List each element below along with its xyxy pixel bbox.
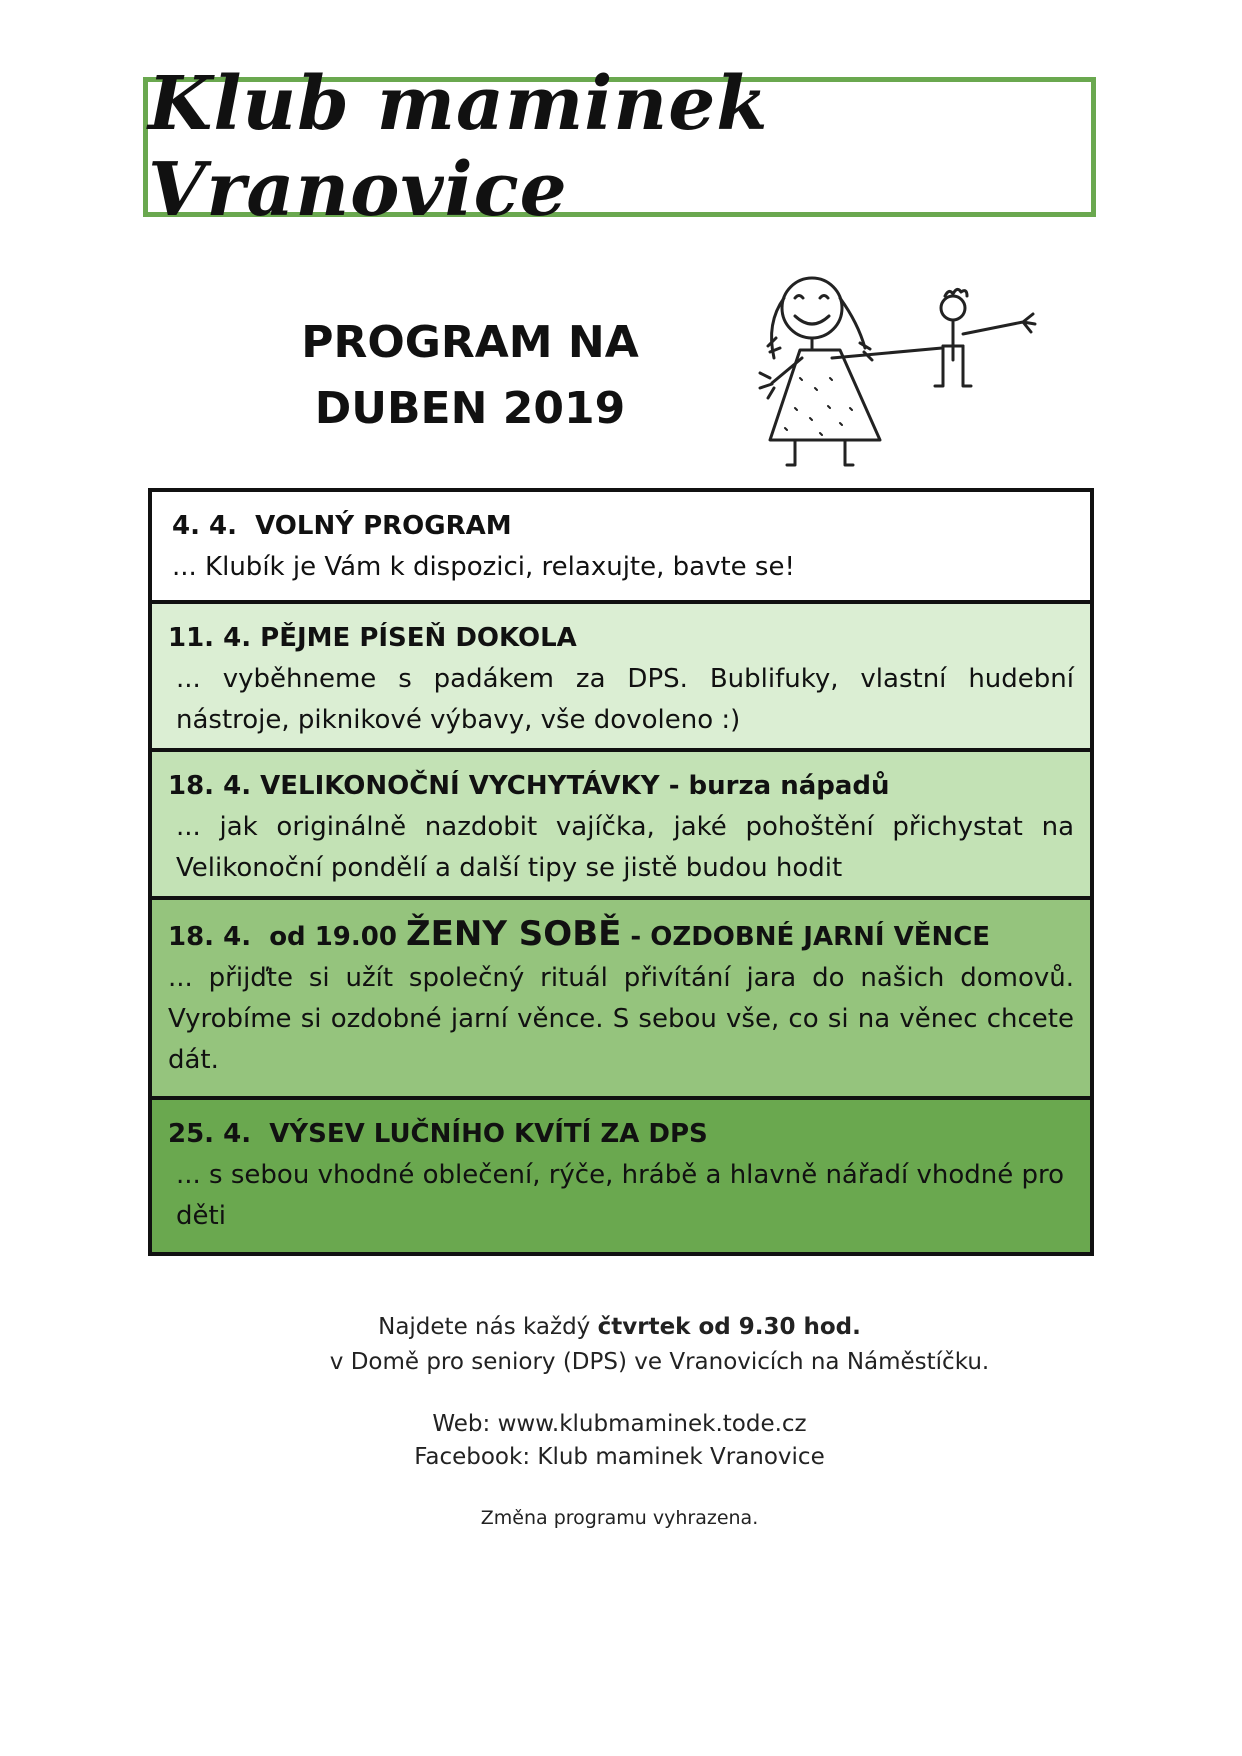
- event-subtitle: - burza nápadů: [668, 771, 890, 801]
- event-heading: [172, 506, 1074, 547]
- event-description: ... přijďte si užít společný rituál přivítání jara do našich domovů. Vyrobíme si ozdobné jarní věnce. S sebou vše, co si na věnec chcete dát.: [168, 963, 1074, 1075]
- girl-dress: [770, 350, 880, 440]
- event-subtitle: - OZDOBNÉ JARNÍ VĚNCE: [630, 922, 991, 952]
- event-heading: [168, 618, 1074, 659]
- change-note: Změna programu vyhrazena.: [480, 1507, 759, 1529]
- meeting-location: v Domě pro seniory (DPS) ve Vranovicích na Náměstíčku.: [329, 1349, 990, 1375]
- event-date: 25. 4.: [168, 1119, 252, 1149]
- event-description: ... Klubík je Vám k dispozici, relaxujte, bavte se!: [172, 552, 795, 582]
- event-date: 18. 4.: [168, 771, 252, 801]
- event-title: PĚJME PÍSEŇ DOKOLA: [260, 623, 577, 653]
- event-title: VOLNÝ PROGRAM: [255, 511, 512, 541]
- event-row: [152, 604, 1090, 752]
- event-row: [152, 900, 1090, 1100]
- facebook-link[interactable]: Facebook: Klub maminek Vranovice: [414, 1444, 825, 1470]
- event-heading: [168, 914, 1074, 958]
- child-drawing-illustration: [740, 268, 1040, 473]
- meeting-day: čtvrtek od 9.30 hod.: [597, 1314, 861, 1340]
- event-row: [152, 752, 1090, 900]
- boy-head: [941, 296, 965, 320]
- events-table: [148, 488, 1094, 1256]
- event-title: ŽENY SOBĚ: [406, 914, 622, 954]
- event-time: od 19.00: [269, 922, 397, 952]
- meeting-time: [143, 1310, 1096, 1345]
- event-description: ... s sebou vhodné oblečení, rýče, hrábě a hlavně nářadí vhodné pro děti: [176, 1160, 1065, 1231]
- event-row: [152, 1100, 1090, 1252]
- program-title: [240, 310, 700, 442]
- event-description: ... jak originálně nazdobit vajíčka, jaké pohoštění přichystat na Velikonoční pondělí a další tipy se jistě budou hodit: [176, 812, 1074, 883]
- event-date: 11. 4.: [168, 623, 252, 653]
- event-title: VÝSEV LUČNÍHO KVÍTÍ ZA DPS: [269, 1119, 708, 1149]
- event-date: 18. 4.: [168, 922, 252, 952]
- event-description: ... vyběhneme s padákem za DPS. Bublifuky, vlastní hudební nástroje, piknikové výbavy, vše dovoleno :): [176, 664, 1074, 735]
- event-row: [152, 492, 1090, 604]
- club-title: Klub maminek Vranovice: [148, 61, 769, 233]
- girl-smile: [795, 316, 829, 324]
- girl-head: [782, 278, 842, 338]
- event-date: 4. 4.: [172, 511, 237, 541]
- event-heading: [168, 1114, 1074, 1155]
- header-frame: [143, 61, 1096, 233]
- event-title: VELIKONOČNÍ VYCHYTÁVKY: [260, 771, 660, 801]
- meeting-prefix: Najdete nás každý: [378, 1314, 591, 1340]
- program-title-line1: PROGRAM NA: [301, 317, 639, 368]
- footer-info: [143, 1310, 1096, 1536]
- event-heading: [168, 766, 1074, 807]
- program-title-line2: DUBEN 2019: [314, 383, 626, 434]
- web-link[interactable]: Web: www.klubmaminek.tode.cz: [432, 1411, 807, 1437]
